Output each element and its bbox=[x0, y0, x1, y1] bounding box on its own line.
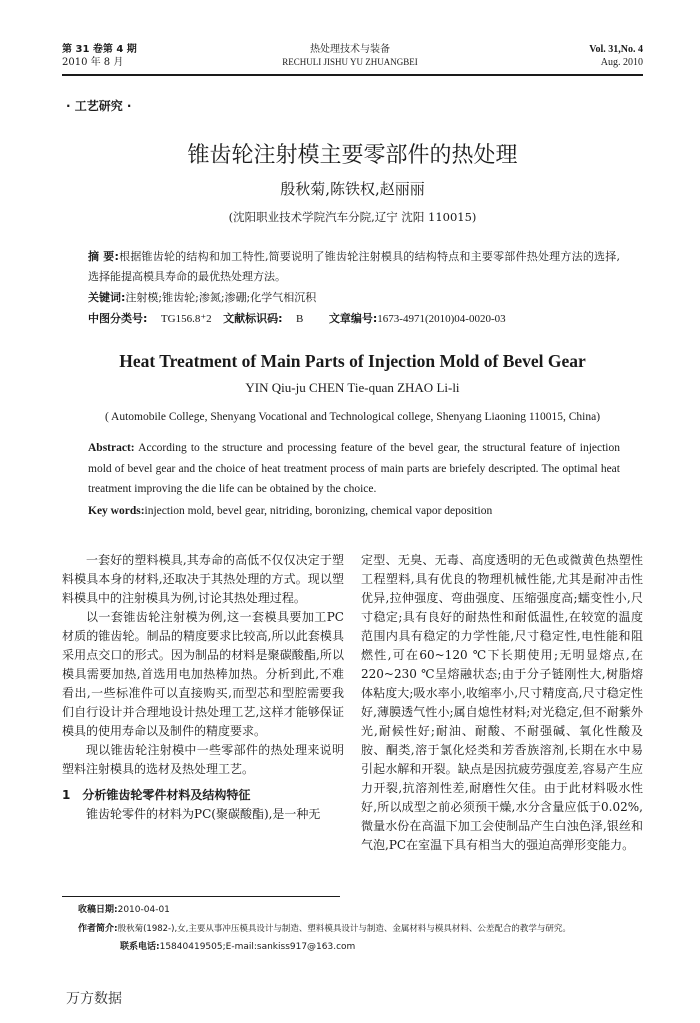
footnote-contact bbox=[120, 939, 355, 956]
article-no-value: 1673-4971(2010)04-0020-03 bbox=[377, 313, 506, 325]
volume-en: Vol. 31,No. 4 bbox=[589, 44, 643, 55]
received-value: 2010-04-01 bbox=[117, 905, 170, 915]
body-left-paragraph-3: 现以锥齿轮注射模中一些零部件的热处理来说明塑料注射模具的选材及热处理工艺。 bbox=[62, 743, 344, 776]
classification-line bbox=[88, 309, 506, 329]
keywords-cn-label: 关键词: bbox=[88, 291, 126, 304]
journal-name-en: RECHULI JISHU YU ZHUANGBEI bbox=[282, 57, 418, 67]
keywords-cn bbox=[88, 288, 620, 308]
contact-value: 15840419505;E-mail:sankiss917@163.com bbox=[159, 942, 356, 952]
title-cn: 锥齿轮注射模主要零部件的热处理 bbox=[187, 143, 518, 168]
date-en: Aug. 2010 bbox=[600, 57, 643, 68]
authors-en: YIN Qiu-ju CHEN Tie-quan ZHAO Li-li bbox=[245, 380, 460, 395]
keywords-en-text: injection mold, bevel gear, nitriding, boronizing, chemical vapor deposition bbox=[144, 505, 493, 517]
header-right bbox=[589, 43, 643, 69]
header-center bbox=[200, 43, 500, 69]
header-left bbox=[62, 43, 137, 69]
footnote-author bbox=[78, 921, 643, 938]
section-heading bbox=[62, 786, 344, 805]
body-right-column bbox=[361, 551, 643, 855]
keywords-en-label: Key words: bbox=[88, 505, 145, 517]
volume-cn: 第 31 卷第 4 期 bbox=[62, 44, 137, 55]
contact-label: 联系电话: bbox=[120, 942, 160, 952]
doc-code-value: B bbox=[296, 313, 304, 325]
footnote-received bbox=[78, 902, 170, 919]
body-left-paragraph-4: 锥齿轮零件的材料为PC(聚碳酸酯),是一种无 bbox=[86, 807, 321, 821]
abstract-cn-text: 根据锥齿轮的结构和加工特性,简要说明了锥齿轮注射模具的结构特点和主要零部件热处理方法的选择,选择能提高模具寿命的最优热处理方法。 bbox=[88, 250, 620, 283]
abstract-cn-label: 摘 要: bbox=[88, 250, 119, 263]
abstract-en bbox=[88, 438, 620, 500]
title-en: Heat Treatment of Main Parts of Injection Mold of Bevel Gear bbox=[119, 351, 586, 371]
date-cn: 2010 年 8 月 bbox=[62, 57, 124, 68]
affiliation-cn: (沈阳职业技术学院汽车分院,辽宁 沈阳 110015) bbox=[228, 210, 477, 224]
body-right-paragraph-1: 定型、无臭、无毒、高度透明的无色或微黄色热塑性工程塑料,具有优良的物理机械性能,尤其是耐冲击性优异,拉伸强度、弯曲强度、压缩强度高;蠕变性小,尺寸稳定;具有良好的耐热性和耐低温性,在较宽的温度范围内具有稳定的力学性能,尺寸稳定性,电性能和阻燃性,可在60~120 ℃下长期使用;无明显熔点,在220~230 ℃呈熔融状态;由于分子链刚性大,树脂熔体粘度大;吸水率小,收缩率小,尺寸精度高,尺寸稳定性好,薄膜透气性小;属自熄性材料;对光稳定,但不耐紫外光,耐候性好;耐油、耐酸、不耐强碱、氧化性酸及胺、酮类,溶于氯化烃类和芳香族溶剂,长期在水中易引起水解和开裂。缺点是因抗疲劳强度差,容易产生应力开裂,抗溶剂性差,耐磨性欠佳。由于此材料吸水性好,所以成型之前必须预干燥,水分含量应低于0.02%,微量水份在高温下加工会使制品产生白浊色泽,银丝和气泡,PC在室温下具有相当大的强迫高弹形变能力。 bbox=[361, 553, 643, 852]
abstract-cn bbox=[88, 247, 620, 287]
footnote-rule bbox=[62, 896, 340, 897]
received-label: 收稿日期: bbox=[78, 905, 118, 915]
abstract-en-text: According to the structure and processing feature of the bevel gear, the structural feature of injection mold of bevel gear and the choice of heat treatment process of main parts are briefely descripted. The optimal heat treatment improving the die life can be obtained by the choice. bbox=[88, 442, 620, 495]
doc-code-label: 文献标识码: bbox=[223, 312, 283, 325]
author-bio-label: 作者简介: bbox=[78, 924, 118, 934]
author-bio-value: 殷秋菊(1982-),女,主要从事冲压模具设计与制造、塑料模具设计与制造、金属材料与模具材料、公差配合的教学与研究。 bbox=[117, 924, 571, 934]
section-number: 1 bbox=[62, 788, 71, 802]
keywords-cn-text: 注射模;锥齿轮;渗氮;渗硼;化学气相沉积 bbox=[125, 291, 317, 304]
body-left-paragraph-1: 一套好的塑料模具,其寿命的高低不仅仅决定于塑料模具本身的材料,还取决于其热处理的方式。现以塑料模具中的注射模具为例,讨论其热处理过程。 bbox=[62, 553, 344, 605]
body-left-column bbox=[62, 551, 344, 824]
article-no-label: 文章编号: bbox=[328, 312, 378, 325]
watermark: 万方数据 bbox=[66, 991, 122, 1007]
column-tag: · 工艺研究 · bbox=[66, 99, 132, 113]
keywords-en bbox=[88, 501, 620, 521]
body-left-paragraph-2: 以一套锥齿轮注射模为例,这一套模具要加工PC材质的锥齿轮。制品的精度要求比较高,所以此套模具采用点交口的形式。因为制品的材料是聚碳酸酯,所以模具需要加热,首选用电加热棒加热。分析到此,不难看出,一些标准件可以直接购买,而型芯和型腔需要我们自行设计并合理地设计热处理工艺,这样才能够保证模具的使用寿命以及制件的精度要求。 bbox=[62, 610, 344, 738]
authors-cn: 殷秋菊,陈铁权,赵丽丽 bbox=[280, 180, 425, 198]
section-title: 分析锥齿轮零件材料及结构特征 bbox=[82, 788, 251, 802]
header-rule bbox=[62, 74, 643, 76]
abstract-en-label: Abstract: bbox=[88, 442, 135, 454]
clc-label: 中图分类号: bbox=[88, 312, 148, 325]
affiliation-en: ( Automobile College, Shenyang Vocational and Technological college, Shenyang Liaoning 110015, China) bbox=[104, 411, 601, 423]
clc-value: TG156.8⁺2 bbox=[160, 313, 212, 325]
journal-name-cn: 热处理技术与装备 bbox=[310, 44, 390, 55]
